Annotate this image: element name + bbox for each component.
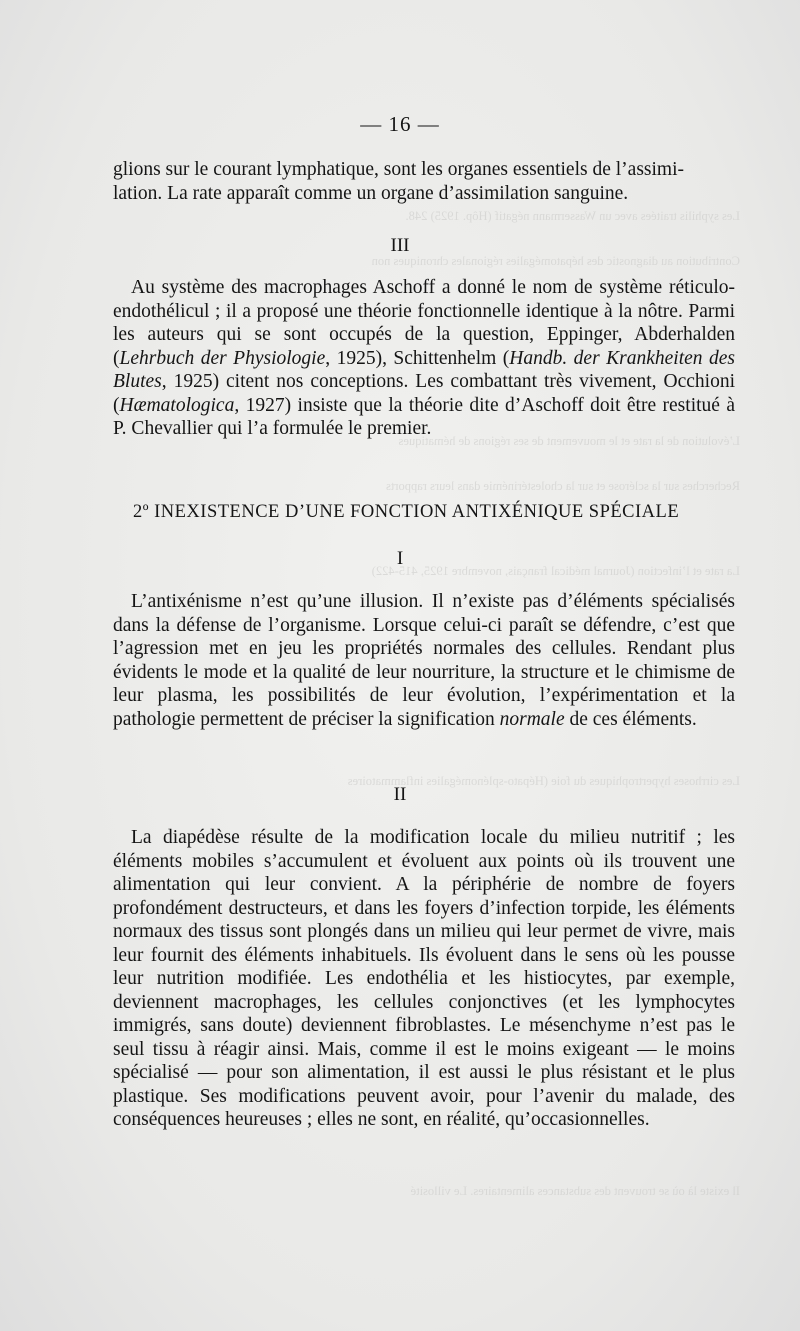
- citation-lehrbuch: Lehrbuch der Physiologie: [119, 347, 326, 369]
- bleed-through-decoration: Il existe là où se trouvent des substances alimentaires. Le villosité: [410, 1184, 740, 1198]
- section-I-paragraph: [113, 590, 735, 731]
- section-I-text: L’antixénisme n’est qu’une illusion. Il n’existe pas d’éléments spécialisés dans la défense de l’organisme. Lorsque celui-ci paraît se défendre, c’est que l’agression met en jeu les propriétés normales des cellules. Rendant plus évidents le mode et la qualité de leur nourriture, la structure et le chimisme de leur plasma, les possibilités de leur évolution, l’expérimentation et la pathologie permettent de préciser la signification: [113, 591, 735, 730]
- top-paragraph: [113, 158, 735, 205]
- italic-normale: normale: [499, 708, 565, 730]
- bleed-through-decoration: La rate et l’infection (Journal médical français, novembre 1925, 415-422): [371, 564, 740, 578]
- section-III-text-1: Au système des macrophages Aschoff a donné le nom de système réticulo-endothélicul ; il a proposé une théorie fonctionnelle identique à la nôtre. Parmi les auteurs qui se sont occupés de la question, Eppinger, Abderhalden (: [113, 277, 735, 369]
- section-II-text: La diapédèse résulte de la modification locale du milieu nutritif ; les éléments mobiles s’accumulent et évoluent aux points où ils trouvent une alimentation qui leur convient. A la périphérie de nombre de foyers profondément destructeurs, et dans les foyers d’infection torpide, les éléments normaux des tissus sont plongés dans un milieu qui leur permet de vivre, mais leur fournit des éléments inhabituels. Ils évoluent dans le sens où les pousse leur nutrition modifiée. Les endothélia et les histiocytes, par exemple, deviennent macrophages, les cellules conjonctives (et les lymphocytes immigrés, sans doute) deviennent fibroblastes. Le mésenchyme n’est pas le seul tissu à réagir ainsi. Mais, comme il est le moins exigeant — le moins spécialisé — pour son alimentation, il est aussi le plus résistant et le plus plastique. Ses modifications peuvent avoir, pour l’avenir du malade, des conséquences heureuses ; elles ne sont, en réalité, qu’occasionnelles.: [113, 827, 735, 1130]
- section-I-text-end: de ces éléments.: [564, 708, 697, 730]
- section-III-text-4: , 1927) insiste que la théorie dite d’Aschoff doit être restitué à P. Chevallier qui l’a formulée le premier.: [113, 394, 735, 439]
- section-2-title: 2º INEXISTENCE D’UNE FONCTION ANTIXÉNIQUE SPÉCIALE: [133, 502, 680, 522]
- bleed-through-decoration: Les cirrhoses hypertrophiques du foie (Hépato-splénomégalies inflammatoires: [347, 774, 740, 788]
- section-III-text-2: , 1925), Schittenhelm (: [325, 347, 510, 369]
- top-paragraph-line-1: glions sur le courant lymphatique, sont les organes essentiels de l’assimi-: [113, 159, 684, 180]
- page-number: — 16 —: [360, 112, 440, 136]
- bleed-through-decoration: Les syphilis traitées avec un Wassermann négatif (Hôp. 1925) 248.: [405, 209, 740, 223]
- bleed-through-decoration: Recherches sur la sclérose et sur la cholestérinémie dans leurs rapports: [385, 479, 740, 493]
- top-paragraph-line-2: lation. La rate apparaît comme un organe d’assimilation sanguine.: [113, 182, 629, 204]
- section-III-heading: III: [390, 235, 410, 256]
- citation-haematologica: Hæmatologica: [119, 394, 235, 416]
- section-III-paragraph: [113, 276, 735, 441]
- bleed-through-decoration: Contribution au diagnostic des hépatomégalies régionales chroniques non: [371, 254, 740, 268]
- citation-handbuch: Handb. der Krankheiten des Blutes: [113, 347, 735, 392]
- section-III-text-3: , 1925) citent nos conceptions. Les combattant très vivement, Occhioni (: [113, 371, 735, 416]
- bleed-through-decoration: L’évolution de la rate et le mouvement de ses régions de hématiques: [398, 434, 740, 448]
- section-II-heading: II: [393, 784, 407, 805]
- section-II-paragraph: [113, 826, 735, 1132]
- section-I-heading: I: [396, 548, 404, 569]
